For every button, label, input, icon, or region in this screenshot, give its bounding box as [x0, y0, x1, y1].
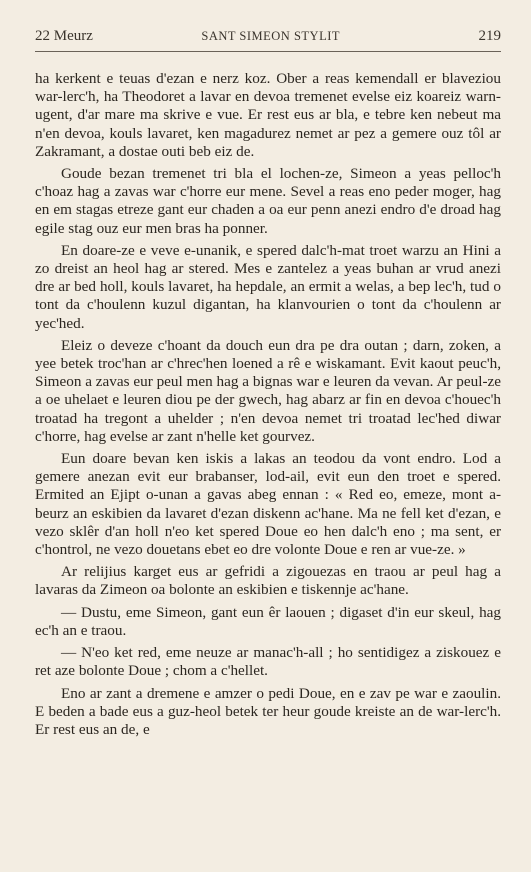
paragraph: Eno ar zant a dremene e amzer o pedi Doue, en e zav pe war e zaoulin. E beden a bade eus a guz-heol betek ter heur goude kreiste an de war-lerc'h. Er rest eus an de, e	[35, 684, 501, 738]
paragraph: Goude bezan tremenet tri bla el lochen-ze, Simeon a yeas pelloc'h c'hoaz hag a zavas war c'horre eur mene. Sevel a reas eno peder moger, hag en em stagas etreze gant eur chaden a oa eur penn anezi endro d'e droad hag egile stag ouz eur men bras ha ponner.	[35, 165, 501, 237]
paragraph: — Dustu, eme Simeon, gant eun êr laouen ; digaset d'in eur skeul, hag ec'h an e traou.	[35, 603, 501, 639]
running-header	[35, 28, 501, 48]
paragraph: — N'eo ket red, eme neuze ar manac'h-all ; ho sentidigez a ziskouez e ret aze bolonte Doue ; chom a c'hellet.	[35, 644, 501, 680]
paragraph: ha kerkent e teuas d'ezan e nerz koz. Ober a reas kemendall er blaveziou war-lerc'h, ha Theodoret a lavar en devoa tremenet evelse eiz koareiz warn-ugent, d'ar mare ma skrive e vue. Er rest eus ar bla, e tebre ken nebeut ma n'en devoa, kouls lavaret, ken magadurez nemet ar pez a gemere ouz tôl ar Zakramant, a dostae outi beb eiz de.	[35, 70, 501, 160]
paragraph: Eleiz o deveze c'hoant da douch eun dra pe dra outan ; darn, zoken, a yee betek troc'han ar c'hrec'hen loened a rê e wiskamant. Evit kaout peuc'h, Simeon a zavas eur peul men hag a bignas war e leuren da vevan. Ar peul-ze a oe uhelaet e leuren diou pe der gwech, hag abarz ar fin en devoa c'houec'h troatad ha tregont a uhelder ; n'en devoa nemet tri troatad lec'hed diwar c'horre, hag evelse ar zant n'helle ket gourvez.	[35, 336, 501, 445]
page-number: 219	[478, 28, 501, 44]
header-rule	[35, 51, 501, 52]
paragraph: Ar relijius karget eus ar gefridi a zigouezas en traou ar peul hag a lavaras da Zimeon oa bolonte an eskibien e tiskennje ac'hane.	[35, 563, 501, 599]
paragraph: En doare-ze e veve e-unanik, e spered dalc'h-mat troet warzu an Hini a zo dreist an heol hag ar stered. Mes e zantelez a yeas buhan ar vrud anezi dre ar bed holl, kouls lavaret, ha hepdale, an ermit a welas, a bep lec'h, tud o tont da c'houlenn kuzul digantan, ha klanvourien o tont da c'houlenn ar yec'hed.	[35, 241, 501, 332]
body-text	[35, 70, 501, 739]
paragraph: Eun doare bevan ken iskis a lakas an teodou da vont endro. Lod a gemere anezan evit eur brabanser, lod-ail, evit eun den troet e spered. Ermited an Ejipt o-unan a gavas abeg ennan : « Red eo, emeze, mont a-beurz an eskibien da lavaret d'ezan diskenn ac'hane. Ma ne fell ket d'ezan, e vezo sklêr d'an holl n'eo ket spered Doue eo hen dalc'h eno ; ma sent, er c'hontrol, ne vezo douetans ebet eo dre volonte Doue e ren ar vue-ze. »	[35, 450, 501, 559]
header-date: 22 Meurz	[35, 28, 93, 44]
header-title: SANT SIMEON STYLIT	[201, 29, 341, 43]
